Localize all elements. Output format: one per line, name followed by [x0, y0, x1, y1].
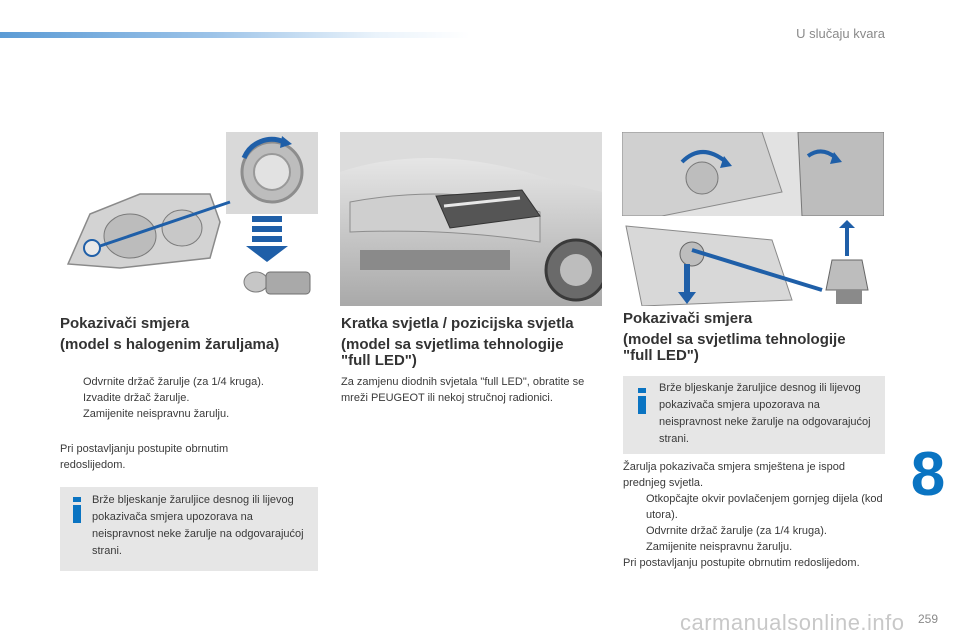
- col2-heading-subtitle-2: "full LED"): [341, 352, 417, 369]
- col3-info-text: Brže bljeskanje žaruljice desnog ili lijevog pokazivača smjera upozorava na neispravnost neke žarulje na odgovarajućoj strani.: [659, 382, 871, 445]
- list-item: Zamijenite neispravnu žarulju.: [83, 408, 230, 420]
- col1-heading-title: Pokazivači smjera: [60, 315, 190, 332]
- col1-heading-subtitle: (model s halogenim žaruljama): [60, 336, 280, 353]
- col1-info-box: [60, 487, 318, 571]
- col3-heading-subtitle-2: "full LED"): [623, 347, 699, 364]
- header-accent-bar: [0, 32, 470, 38]
- col3-intro: Žarulja pokazivača smjera smještena je ispod prednjeg svjetla.: [623, 461, 845, 489]
- info-icon: [70, 497, 84, 523]
- list-item: Otkopčajte okvir povlačenjem gornjeg dijela (kod utora).: [646, 493, 883, 521]
- col1-info-text: Brže bljeskanje žaruljice desnog ili lijevog pokazivača smjera upozorava na neispravnost neke žarulje na odgovarajućoj strani.: [92, 494, 304, 557]
- list-item: Izvadite držač žarulje.: [83, 392, 190, 404]
- led-indicator-top-illustration: [622, 132, 884, 216]
- page-number: 259: [917, 612, 938, 626]
- chapter-number: 8: [910, 440, 946, 509]
- col1-bullet-list: [60, 374, 310, 422]
- list-item: Zamijenite neispravnu žarulju.: [646, 541, 793, 553]
- car-front-led-illustration: [340, 132, 602, 306]
- col3-info-box: [623, 376, 885, 454]
- col2-paragraph: Za zamjenu diodnih svjetala "full LED", obratite se mreži PEUGEOT ili nekoj stručnoj radionici.: [341, 376, 585, 404]
- col3-heading-subtitle: (model sa svjetlima tehnologije: [623, 331, 846, 348]
- col2-heading-subtitle: (model sa svjetlima tehnologije: [341, 336, 564, 353]
- led-indicator-bulb-illustration: [622, 220, 884, 306]
- col3-bullet-list: [623, 491, 883, 555]
- halogen-headlamp-illustration: [60, 132, 318, 304]
- col3-outro: Pri postavljanju postupite obrnutim redoslijedom.: [623, 557, 860, 569]
- col1-paragraph: Pri postavljanju postupite obrnutim redoslijedom.: [60, 443, 229, 471]
- col3-heading-title: Pokazivači smjera: [623, 310, 753, 327]
- watermark: carmanualsonline.info: [680, 610, 905, 635]
- info-icon: [635, 388, 649, 414]
- list-item: Odvrnite držač žarulje (za 1/4 kruga).: [646, 525, 827, 537]
- col2-heading-title: Kratka svjetla / pozicijska svjetla: [341, 315, 574, 332]
- list-item: Odvrnite držač žarulje (za 1/4 kruga).: [83, 376, 264, 388]
- chapter-title: U slučaju kvara: [796, 26, 885, 41]
